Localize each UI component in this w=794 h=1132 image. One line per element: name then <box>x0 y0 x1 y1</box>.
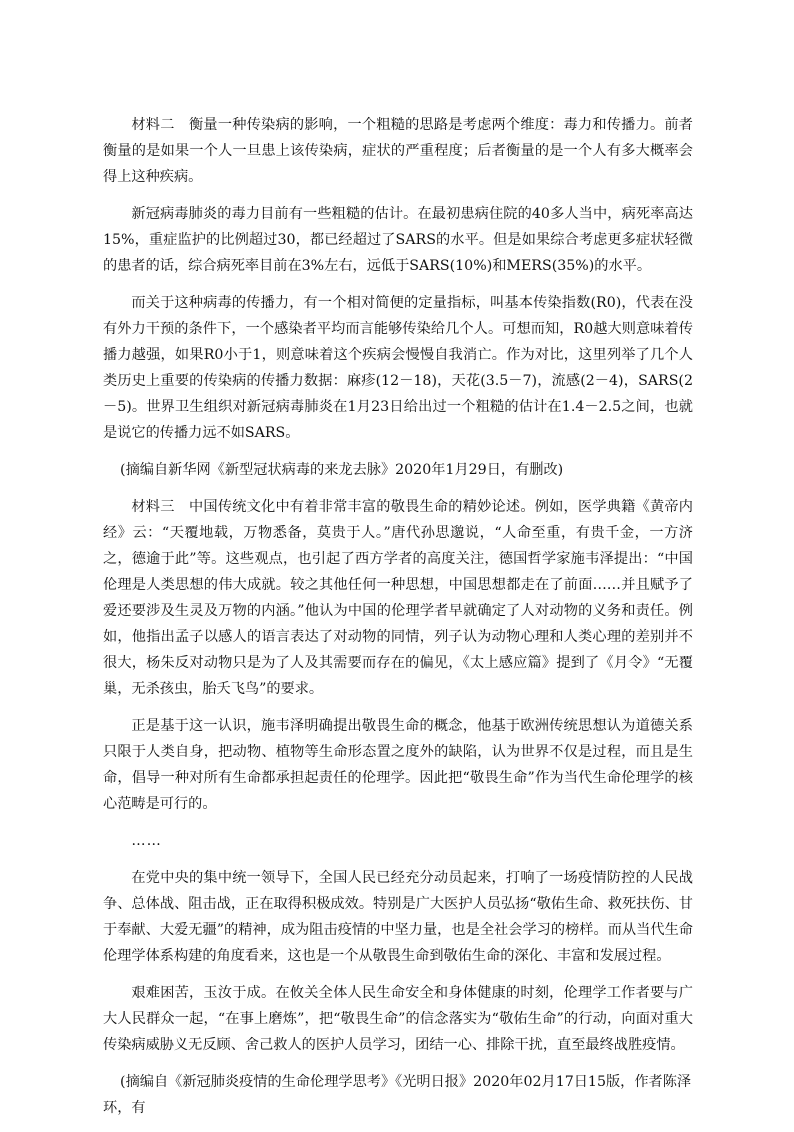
paragraph-hardship: 艰难困苦，玉汝于成。在攸关全体人民生命安全和身体健康的时刻，伦理学工作者要与广大人民群众一起，“在事上磨炼”，把“敬畏生命”的信念落实为“敬佑生命”的行动，向面对重大传染病威胁义无反顾、舍己救人的医护人员学习，团结一心、排除干扰，直至最终战胜疫情。 <box>103 985 693 1053</box>
document-body <box>103 112 693 1132</box>
paragraph-epidemic-control: 在党中央的集中统一领导下，全国人民已经充分动员起来，打响了一场疫情防控的人民战争、总体战、阻击战，正在取得积极成效。特别是广大医护人员弘扬“敬佑生命、救死扶伤、甘于奉献、大爱无疆”的精神，成为阻击疫情的中坚力量，也是全社会学习的榜样。而从当代生命伦理学体系构建的角度看来，这也是一个从敬畏生命到敬佑生命的深化、丰富和发展过程。 <box>103 870 693 964</box>
paragraph-material-two-intro: 材料二 衡量一种传染病的影响，一个粗糙的思路是考虑两个维度：毒力和传播力。前者衡量的是如果一个人一旦患上该传染病，症状的严重程度；后者衡量的是一个人有多大概率会得上这种疾病。 <box>103 117 693 185</box>
paragraph-material-three-intro: 材料三 中国传统文化中有着非常丰富的敬畏生命的精妙论述。例如，医学典籍《黄帝内经》云：“天覆地载，万物悉备，莫贵于人。”唐代孙思邈说，“人命至重，有贵千金，一方济之，德逾于此”等。这些观点，也引起了西方学者的高度关注，德国哲学家施韦泽提出：“中国伦理是人类思想的伟大成就。较之其他任何一种思想，中国思想都走在了前面……并且赋予了爱还要涉及生灵及万物的内涵。”他认为中国的伦理学者早就确定了人对动物的义务和责任。例如，他指出孟子以感人的语言表达了对动物的同情，列子认为动物心理和人类心理的差别并不很大，杨朱反对动物只是为了人及其需要而存在的偏见，《太上感应篇》提到了《月令》“无覆巢，无杀孩虫，胎夭飞鸟”的要求。 <box>103 499 693 697</box>
paragraph-transmissibility: 而关于这种病毒的传播力，有一个相对简便的定量指标，叫基本传染指数(R0)，代表在没有外力干预的条件下，一个感染者平均而言能够传染给几个人。可想而知，R0越大则意味着传播力越强，如果R0小于1，则意味着这个疾病会慢慢自我消亡。作为对比，这里列举了几个人类历史上重要的传染病的传播力数据：麻疹(12－18)，天花(3.5－7)，流感(2－4)，SARS(2－5)。世界卫生组织对新冠病毒肺炎在1月23日给出过一个粗糙的估计在1.4－2.5之间，也就是说它的传播力远不如SARS。 <box>103 295 693 441</box>
paragraph-virulence: 新冠病毒肺炎的毒力目前有一些粗糙的估计。在最初患病住院的40多人当中，病死率高达15%，重症监护的比例超过30，都已经超过了SARS的水平。但是如果综合考虑更多症状轻微的患者的话，综合病死率目前在3%左右，远低于SARS(10%)和MERS(35%)的水平。 <box>103 206 693 274</box>
source-citation-xinhua: (摘编自新华网《新型冠状病毒的来龙去脉》2020年1月29日，有删改) <box>120 462 564 478</box>
paragraph-ellipsis: …… <box>131 833 162 849</box>
source-citation-guangming: (摘编自《新冠肺炎疫情的生命伦理学思考》《光明日报》2020年02月17日15版，作者陈泽环，有 <box>103 1074 692 1116</box>
paragraph-reverence-for-life: 正是基于这一认识，施韦泽明确提出敬畏生命的概念，他基于欧洲传统思想认为道德关系只限于人类自身，把动物、植物等生命形态置之度外的缺陷，认为世界不仅是过程，而且是生命，倡导一种对所有生命都承担起责任的伦理学。因此把“敬畏生命”作为当代生命伦理学的核心范畴是可行的。 <box>103 718 693 812</box>
